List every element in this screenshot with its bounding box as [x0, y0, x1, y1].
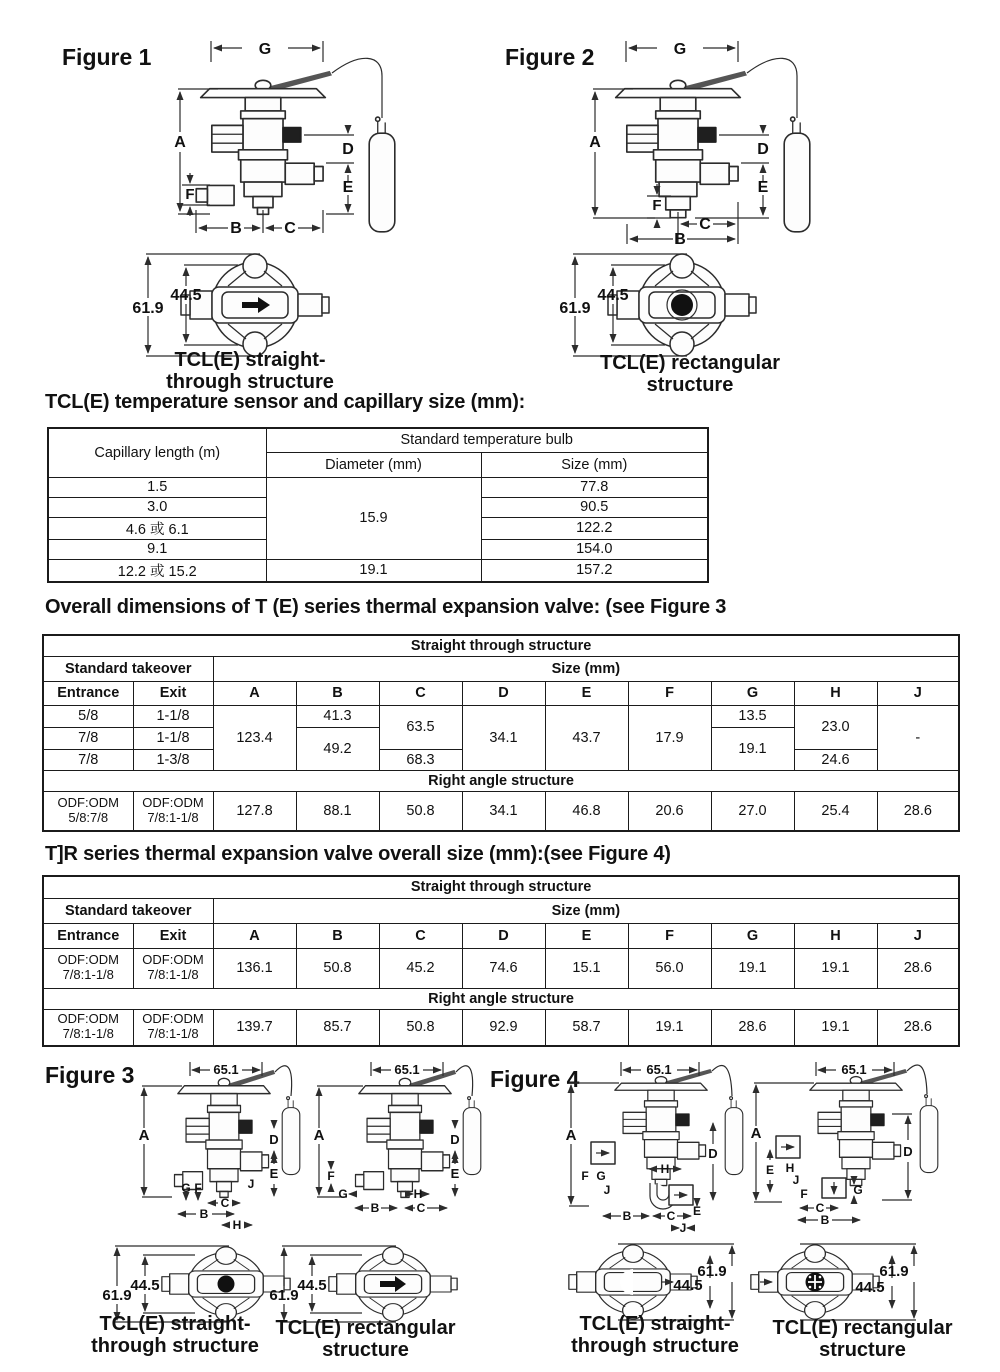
section-title-te-series: Overall dimensions of T (E) series thermal expansion valve: (see Figure 3 — [45, 596, 727, 618]
dim-label-e: E — [765, 1163, 775, 1177]
figure4-straight-bottom-view — [560, 1240, 775, 1324]
header-cell: Standard takeover — [43, 656, 213, 681]
tr-series-dimensions-table — [42, 875, 960, 1047]
cell: 85.7 — [296, 1009, 379, 1046]
cell: 1-1/8 — [133, 727, 213, 749]
dim-label-a: A — [565, 1127, 577, 1144]
figure4-straight-valve-diagram — [555, 1050, 770, 1238]
dim-label-d: D — [450, 1132, 460, 1147]
cell: 50.8 — [296, 948, 379, 988]
cell: ODF:ODM 7/8:1-1/8 — [133, 791, 213, 831]
cell: 123.4 — [213, 705, 296, 770]
dim-label-d: D — [903, 1144, 913, 1159]
cell: 20.6 — [628, 791, 711, 831]
header-cell: Exit — [133, 681, 213, 705]
cell: 28.6 — [877, 1009, 959, 1046]
header-cell: B — [296, 923, 379, 948]
dim-value-445: 44.5 — [130, 1277, 160, 1294]
cell: 28.6 — [877, 791, 959, 831]
cell: - — [877, 705, 959, 770]
header-cell: A — [213, 681, 296, 705]
header-cell: H — [794, 923, 877, 948]
dim-value-619: 61.9 — [697, 1263, 727, 1280]
cell: 15.9 — [266, 477, 481, 559]
dim-value-619: 61.9 — [559, 300, 591, 317]
dim-value-445: 44.5 — [170, 287, 202, 304]
cell: 49.2 — [296, 727, 379, 770]
dim-label-b: B — [674, 231, 686, 248]
header-cell: E — [545, 923, 628, 948]
figure2-label: Figure 2 — [505, 44, 595, 70]
figure4-rectangular-bottom-view — [748, 1240, 960, 1324]
dim-label-f: F — [327, 1169, 335, 1183]
dim-label-b: B — [622, 1209, 632, 1223]
dim-label-c: C — [416, 1201, 426, 1215]
dim-value-619: 61.9 — [879, 1263, 909, 1280]
dim-label-b: B — [370, 1201, 380, 1215]
cell: 7/8 — [43, 727, 133, 749]
header-cell: Standard takeover — [43, 898, 213, 923]
header-cell: Entrance — [43, 923, 133, 948]
header-cell: C — [379, 681, 462, 705]
cell: 3.0 — [48, 497, 266, 517]
cell: 46.8 — [545, 791, 628, 831]
cell: 13.5 — [711, 705, 794, 727]
cell: 136.1 — [213, 948, 296, 988]
header-cell: F — [628, 923, 711, 948]
dim-value-445: 44.5 — [297, 1277, 327, 1294]
dim-label-f: F — [652, 197, 662, 214]
cell: 77.8 — [481, 477, 708, 497]
header-cell: J — [877, 681, 959, 705]
cell: ODF:ODM 7/8:1-1/8 — [43, 948, 133, 988]
cell: 90.5 — [481, 497, 708, 517]
dim-label-a: A — [313, 1127, 325, 1144]
header-cell: Diameter (mm) — [266, 452, 481, 477]
header-cell: Size (mm) — [213, 656, 959, 681]
cell: 27.0 — [711, 791, 794, 831]
cell: ODF:ODM 7/8:1-1/8 — [133, 948, 213, 988]
figure3-straight-caption: TCL(E) straight- through structure — [91, 1313, 259, 1357]
figure4-rectangular-valve-diagram — [742, 1050, 960, 1238]
cell: 15.1 — [545, 948, 628, 988]
dim-label-c: C — [666, 1209, 676, 1223]
cell: 63.5 — [379, 705, 462, 749]
dim-label-e: E — [757, 179, 769, 196]
dim-label-f: F — [185, 186, 195, 203]
figure2-valve-diagram — [545, 32, 865, 252]
cell: 17.9 — [628, 705, 711, 770]
header-cell: E — [545, 681, 628, 705]
cell: 12.2 或 15.2 — [48, 559, 266, 582]
cell: 9.1 — [48, 539, 266, 559]
dim-label-c: C — [815, 1201, 825, 1215]
header-cell: Standard temperature bulb — [266, 428, 708, 452]
dim-label-h: H — [232, 1218, 242, 1232]
header-cell: G — [711, 923, 794, 948]
header-cell: G — [711, 681, 794, 705]
cell: 23.0 — [794, 705, 877, 749]
dim-label-a: A — [138, 1127, 150, 1144]
cell: 24.6 — [794, 749, 877, 770]
cell: 50.8 — [379, 1009, 462, 1046]
dim-value-445: 44.5 — [597, 287, 629, 304]
cell: 58.7 — [545, 1009, 628, 1046]
cell: 56.0 — [628, 948, 711, 988]
dim-label-g: G — [596, 1169, 606, 1183]
cell: 127.8 — [213, 791, 296, 831]
cell: 19.1 — [794, 948, 877, 988]
cell: 19.1 — [794, 1009, 877, 1046]
cell: 1.5 — [48, 477, 266, 497]
cell: 88.1 — [296, 791, 379, 831]
figure1-valve-diagram — [130, 32, 445, 247]
cell: ODF:ODM 5/8:7/8 — [43, 791, 133, 831]
header-cell: Straight through structure — [43, 635, 959, 656]
header-cell: Right angle structure — [43, 988, 959, 1009]
dim-label-f: F — [581, 1169, 589, 1183]
cell: 34.1 — [462, 791, 545, 831]
figure1-bottom-view — [118, 252, 388, 357]
header-cell: D — [462, 681, 545, 705]
cell: 19.1 — [711, 948, 794, 988]
dim-label-j: J — [792, 1173, 800, 1187]
figure4-label: Figure 4 — [490, 1066, 580, 1092]
cell: 7/8 — [43, 749, 133, 770]
cell: 41.3 — [296, 705, 379, 727]
cell: 19.1 — [711, 727, 794, 770]
dim-label-a: A — [750, 1125, 762, 1142]
cell: 19.1 — [628, 1009, 711, 1046]
header-cell: Entrance — [43, 681, 133, 705]
dim-label-h: H — [660, 1162, 670, 1176]
cell: 34.1 — [462, 705, 545, 770]
dim-label-c: C — [284, 220, 296, 237]
header-cell: H — [794, 681, 877, 705]
dim-label-g: G — [258, 41, 272, 58]
dim-label-j: J — [247, 1177, 255, 1191]
cell: 74.6 — [462, 948, 545, 988]
cell: 157.2 — [481, 559, 708, 582]
dim-label-g: G — [673, 41, 687, 58]
figure3-straight-valve-diagram — [122, 1050, 317, 1235]
section-title-capillary: TCL(E) temperature sensor and capillary size (mm): — [45, 391, 526, 413]
dim-label-f: F — [194, 1181, 202, 1195]
header-cell: J — [877, 923, 959, 948]
header-cell: Straight through structure — [43, 876, 959, 898]
dim-label-e: E — [269, 1166, 279, 1181]
dim-label-e: E — [450, 1166, 460, 1181]
dim-value-651: 65.1 — [646, 1062, 672, 1077]
figure4-rectangular-caption: TCL(E) rectangular structure — [772, 1317, 953, 1361]
dim-label-b: B — [230, 220, 242, 237]
dim-label-d: D — [269, 1132, 279, 1147]
dim-value-619: 61.9 — [269, 1287, 299, 1304]
header-cell: F — [628, 681, 711, 705]
dim-label-d: D — [708, 1146, 718, 1161]
dim-value-445: 44.5 — [855, 1279, 885, 1296]
dim-label-e: E — [342, 179, 354, 196]
capillary-size-table — [47, 427, 709, 583]
figure3-rectangular-valve-diagram — [303, 1050, 498, 1235]
header-cell: D — [462, 923, 545, 948]
cell: 25.4 — [794, 791, 877, 831]
cell: 1-3/8 — [133, 749, 213, 770]
cell: 122.2 — [481, 517, 708, 539]
header-cell: B — [296, 681, 379, 705]
figure2-caption: TCL(E) rectangular structure — [599, 352, 781, 396]
dim-value-651: 65.1 — [841, 1062, 867, 1077]
dim-label-h: H — [785, 1161, 795, 1175]
figure3-label: Figure 3 — [45, 1062, 135, 1088]
te-series-dimensions-table — [42, 634, 960, 832]
cell: 4.6 或 6.1 — [48, 517, 266, 539]
header-cell: Exit — [133, 923, 213, 948]
dim-label-j: J — [603, 1183, 611, 1197]
header-cell: A — [213, 923, 296, 948]
cell: 28.6 — [711, 1009, 794, 1046]
header-cell: Size (mm) — [481, 452, 708, 477]
dim-label-j2: J — [679, 1221, 687, 1235]
dim-label-f: F — [800, 1187, 808, 1201]
cell: 19.1 — [266, 559, 481, 582]
figure3-rectangular-caption: TCL(E) rectangular structure — [275, 1317, 456, 1361]
cell: 68.3 — [379, 749, 462, 770]
cell: 50.8 — [379, 791, 462, 831]
dim-label-d: D — [757, 141, 769, 158]
cell: 154.0 — [481, 539, 708, 559]
cell: 5/8 — [43, 705, 133, 727]
cell: 92.9 — [462, 1009, 545, 1046]
dim-label-a: A — [589, 134, 601, 151]
dim-label-c: C — [220, 1196, 230, 1210]
dim-value-651: 65.1 — [394, 1062, 420, 1077]
dim-value-619: 61.9 — [132, 300, 164, 317]
dim-label-b: B — [199, 1207, 209, 1221]
figure1-label: Figure 1 — [62, 44, 152, 70]
figure2-bottom-view — [545, 252, 815, 357]
dim-value-619: 61.9 — [102, 1287, 132, 1304]
header-cell: Size (mm) — [213, 898, 959, 923]
dim-label-g: G — [338, 1187, 348, 1201]
header-cell: Right angle structure — [43, 770, 959, 791]
dim-label-d: D — [342, 141, 354, 158]
figure1-caption: TCL(E) straight- through structure — [166, 349, 334, 393]
header-cell: C — [379, 923, 462, 948]
dim-label-a: A — [174, 134, 186, 151]
cell: 45.2 — [379, 948, 462, 988]
cell: 1-1/8 — [133, 705, 213, 727]
dim-value-651: 65.1 — [213, 1062, 239, 1077]
cell: 139.7 — [213, 1009, 296, 1046]
header-cell: Capillary length (m) — [48, 428, 266, 477]
figure4-straight-caption: TCL(E) straight- through structure — [571, 1313, 739, 1357]
cell: 43.7 — [545, 705, 628, 770]
dim-label-g: G — [181, 1181, 191, 1195]
dim-label-c: C — [699, 216, 711, 233]
section-title-tr-series: T]R series thermal expansion valve overall size (mm):(see Figure 4) — [45, 843, 671, 865]
cell: 28.6 — [877, 948, 959, 988]
dim-label-b: B — [820, 1213, 830, 1227]
cell: ODF:ODM 7/8:1-1/8 — [133, 1009, 213, 1046]
dim-value-445: 44.5 — [673, 1277, 703, 1294]
dim-label-e: E — [692, 1204, 702, 1218]
cell: ODF:ODM 7/8:1-1/8 — [43, 1009, 133, 1046]
dim-label-g: G — [853, 1183, 863, 1197]
dim-label-h: H — [413, 1187, 423, 1201]
